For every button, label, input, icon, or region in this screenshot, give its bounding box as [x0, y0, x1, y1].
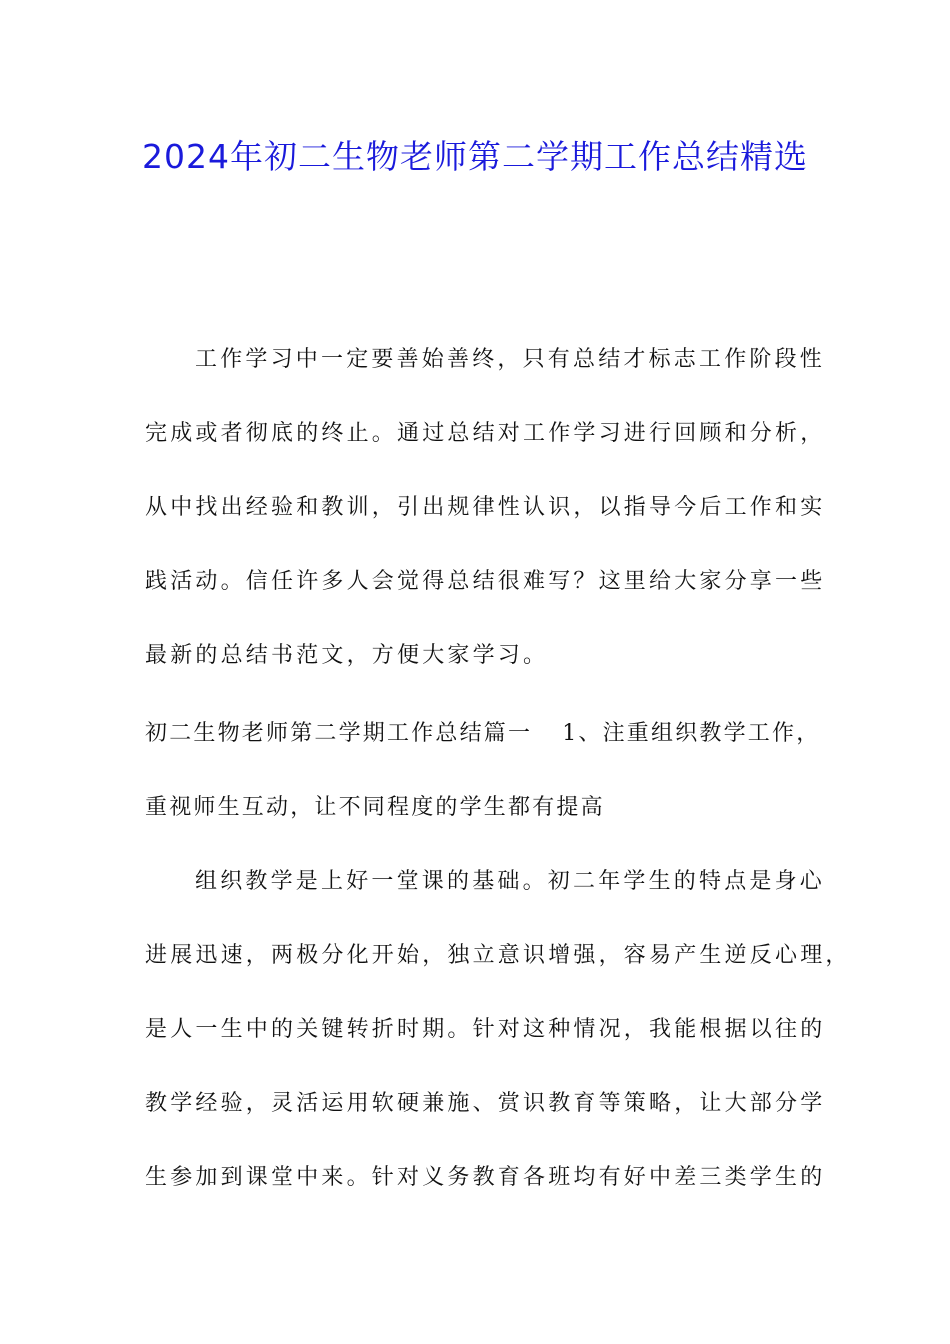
intro-paragraph — [145, 323, 826, 693]
section-heading: 初二生物老师第二学期工作总结篇一 — [145, 721, 533, 746]
text-line: 教学经验，灵活运用软硬兼施、赏识教育等策略，让大部分学 — [145, 1091, 826, 1116]
text-line: 组织教学是上好一堂课的基础。初二年学生的特点是身心 — [195, 869, 826, 894]
text-line: 最新的总结书范文，方便大家学习。 — [145, 643, 549, 668]
text-line: 重视师生互动，让不同程度的学生都有提高 — [145, 795, 605, 820]
text-line: 从中找出经验和教训，引出规律性认识，以指导今后工作和实 — [145, 495, 826, 520]
body-paragraph — [145, 845, 851, 1215]
text-line — [145, 697, 820, 771]
document-title: 2024年初二生物老师第二学期工作总结精选 — [142, 137, 808, 176]
text-line: 是人一生中的关键转折时期。针对这种情况，我能根据以往的 — [145, 1017, 826, 1042]
text-line: 工作学习中一定要善始善终，只有总结才标志工作阶段性 — [195, 347, 826, 372]
text-line: 生参加到课堂中来。针对义务教育各班均有好中差三类学生的 — [145, 1165, 826, 1190]
section-point: 1、注重组织教学工作， — [562, 721, 821, 746]
section-heading-paragraph — [145, 697, 820, 845]
text-line: 进展迅速，两极分化开始，独立意识增强，容易产生逆反心理， — [145, 943, 851, 968]
text-line: 践活动。信任许多人会觉得总结很难写？这里给大家分享一些 — [145, 569, 826, 594]
text-line: 完成或者彻底的终止。通过总结对工作学习进行回顾和分析， — [145, 421, 826, 446]
